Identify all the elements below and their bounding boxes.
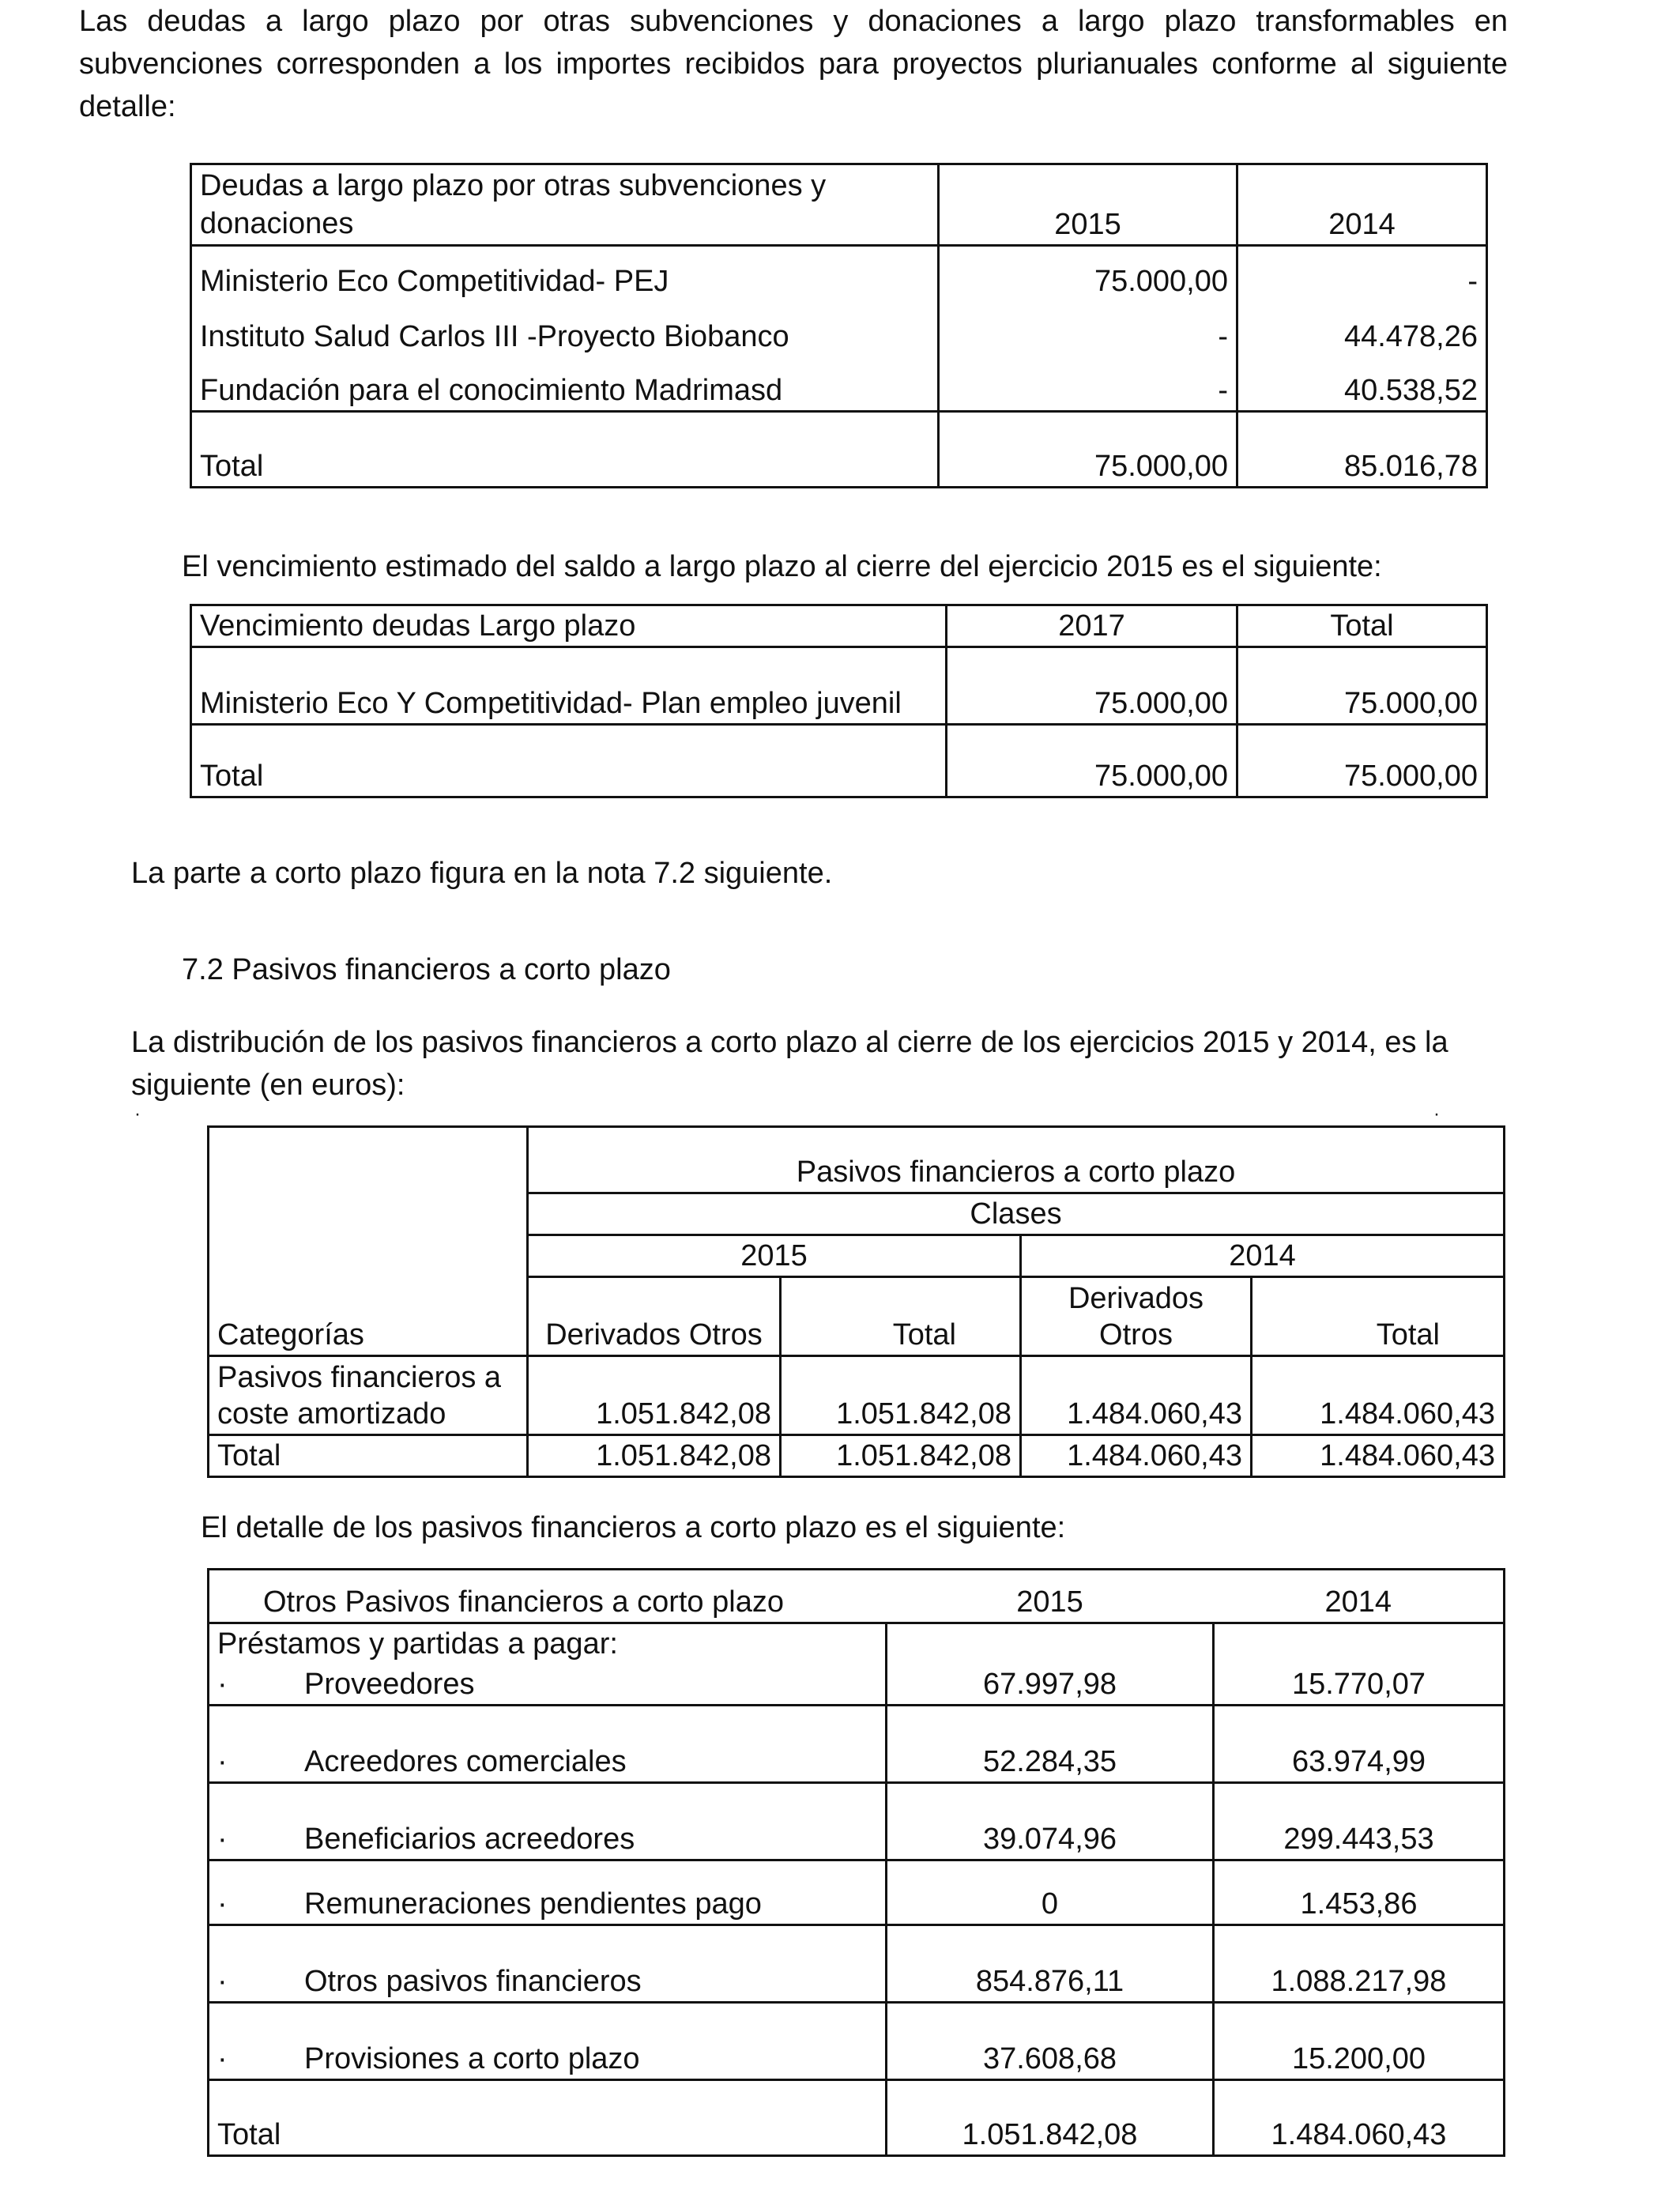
table2-total-row (191, 725, 1487, 797)
table1-row-label: Fundación para el conocimiento Madrimasd (191, 356, 939, 412)
table4-total-2014: 1.484.060,43 (1214, 2079, 1505, 2155)
bullet-mark: · (217, 1964, 228, 1998)
intro-paragraph: Las deudas a largo plazo por otras subvenciones y donaciones a largo plazo transformables en subvenciones corresponden a los importes recibidos para proyectos plurianuales conforme al siguiente detalle: (79, 5, 1508, 123)
table3-col-total-2015: Total (781, 1277, 1021, 1356)
table2-header-total: Total (1237, 605, 1487, 647)
table1-row-2014: 40.538,52 (1237, 356, 1487, 412)
table1-row-2015: 75.000,00 (939, 246, 1237, 301)
table3-year-2014: 2014 (1021, 1235, 1505, 1277)
table3-col-derivados-2014: Derivados Otros (1021, 1277, 1252, 1356)
table-row (209, 1356, 1505, 1435)
table-row (209, 1860, 1505, 1924)
table4-row-text: Beneficiarios acreedores (304, 1822, 635, 1856)
table3-corner (209, 1193, 528, 1235)
table1-total-label: Total (191, 412, 939, 488)
table3-clases: Clases (528, 1193, 1505, 1235)
table1-row-2015: - (939, 301, 1237, 356)
table4-row-2014: 15.200,00 (1214, 2002, 1505, 2079)
table3-cell: 1.051.842,08 (528, 1356, 781, 1435)
table4-row-2014: 1.453,86 (1214, 1860, 1505, 1924)
table2-row-label: Ministerio Eco Y Competitividad- Plan empleo juvenil (191, 647, 947, 725)
vencimiento-text: El vencimiento estimado del saldo a largo plazo al cierre del ejercicio 2015 es el siguiente: (182, 550, 1382, 583)
table3-cell: 1.484.060,43 (1252, 1435, 1505, 1477)
table4-row-label (209, 1664, 887, 1705)
table4-row-text: Acreedores comerciales (304, 1744, 627, 1778)
table4-row-2014: 63.974,99 (1214, 1705, 1505, 1782)
table3-row-label: Pasivos financieros a coste amortizado (209, 1356, 528, 1435)
table4-total-label: Total (209, 2079, 887, 2155)
table3-cell: 1.484.060,43 (1021, 1356, 1252, 1435)
table1-total-2014: 85.016,78 (1237, 412, 1487, 488)
table4-row-text: Remuneraciones pendientes pago (304, 1887, 762, 1921)
table-row (191, 246, 1487, 301)
table3-total-row (209, 1435, 1505, 1477)
table-row (209, 2002, 1505, 2079)
table-pasivos-corto-plazo (207, 1125, 1505, 1478)
table4-row-label (209, 2002, 887, 2079)
table4-row-text: Proveedores (304, 1667, 475, 1701)
table4-empty (887, 1623, 1214, 1664)
table4-header-2014: 2014 (1214, 1570, 1505, 1623)
table4-row-2015: 0 (887, 1860, 1214, 1924)
table-row (209, 1664, 1505, 1705)
bullet-mark: · (217, 1744, 228, 1778)
table4-row-text: Provisiones a corto plazo (304, 2041, 640, 2075)
table2-header-concept: Vencimiento deudas Largo plazo (191, 605, 947, 647)
table1-row-2014: 44.478,26 (1237, 301, 1487, 356)
table4-row-label (209, 1860, 887, 1924)
table4-row-2014: 299.443,53 (1214, 1782, 1505, 1860)
table4-row-label (209, 1705, 887, 1782)
table4-total-2015: 1.051.842,08 (887, 2079, 1214, 2155)
table3-col-total-2014: Total (1252, 1277, 1505, 1356)
table-otros-pasivos (207, 1568, 1505, 2157)
table1-row-label: Instituto Salud Carlos III -Proyecto Biobanco (191, 301, 939, 356)
table-vencimiento (190, 604, 1488, 798)
table-row (209, 1782, 1505, 1860)
stray-dot: · (134, 1103, 141, 1125)
table1-header-concept: Deudas a largo plazo por otras subvenciones y donaciones (191, 164, 939, 246)
table3-cell: 1.051.842,08 (781, 1356, 1021, 1435)
distribucion-text: La distribución de los pasivos financieros a corto plazo al cierre de los ejercicios 2015 y 2014, es la siguiente (en euros): (131, 1026, 1448, 1102)
table2-header-2017: 2017 (947, 605, 1237, 647)
table4-row-2015: 854.876,11 (887, 1924, 1214, 2002)
table2-total-label: Total (191, 725, 947, 797)
table-row (209, 1924, 1505, 2002)
table3-cell: 1.484.060,43 (1252, 1356, 1505, 1435)
table2-row-2017: 75.000,00 (947, 647, 1237, 725)
table3-categorias: Categorías (209, 1277, 528, 1356)
table3-cell: 1.051.842,08 (781, 1435, 1021, 1477)
table4-row-2015: 39.074,96 (887, 1782, 1214, 1860)
table3-year-2015: 2015 (528, 1235, 1021, 1277)
table3-cell: 1.484.060,43 (1021, 1435, 1252, 1477)
table4-group-label: Préstamos y partidas a pagar: (209, 1623, 887, 1664)
table-row (191, 356, 1487, 412)
table-deudas-largo-plazo (190, 163, 1488, 488)
table4-row-label (209, 1924, 887, 2002)
bullet-mark: · (217, 1822, 228, 1856)
table-row (191, 647, 1487, 725)
table1-total-2015: 75.000,00 (939, 412, 1237, 488)
bullet-mark: · (217, 2041, 228, 2075)
table1-total-row (191, 412, 1487, 488)
table4-row-2015: 67.997,98 (887, 1664, 1214, 1705)
table4-row-label (209, 1782, 887, 1860)
table-row (191, 301, 1487, 356)
bullet-mark: · (217, 1667, 228, 1701)
table1-row-2015: - (939, 356, 1237, 412)
table1-header-2014: 2014 (1237, 164, 1487, 246)
table2-total-total: 75.000,00 (1237, 725, 1487, 797)
bullet-mark: · (217, 1887, 228, 1921)
table4-row-2015: 52.284,35 (887, 1705, 1214, 1782)
table3-cell: 1.051.842,08 (528, 1435, 781, 1477)
table3-corner (209, 1235, 528, 1277)
section-heading: 7.2 Pasivos financieros a corto plazo (182, 953, 671, 986)
table4-header-2015: 2015 (887, 1570, 1214, 1623)
table3-corner (209, 1127, 528, 1193)
table2-row-total: 75.000,00 (1237, 647, 1487, 725)
table3-total-label: Total (209, 1435, 528, 1477)
table4-row-2014: 1.088.217,98 (1214, 1924, 1505, 2002)
table4-empty (1214, 1623, 1505, 1664)
table1-row-2014: - (1237, 246, 1487, 301)
table1-header-2015: 2015 (939, 164, 1237, 246)
table-row (209, 1705, 1505, 1782)
table4-row-2015: 37.608,68 (887, 2002, 1214, 2079)
table2-total-2017: 75.000,00 (947, 725, 1237, 797)
table4-row-2014: 15.770,07 (1214, 1664, 1505, 1705)
table1-row-label: Ministerio Eco Competitividad- PEJ (191, 246, 939, 301)
table4-header-concept: Otros Pasivos financieros a corto plazo (209, 1570, 887, 1623)
table4-row-text: Otros pasivos financieros (304, 1964, 642, 1998)
table3-col-derivados-2015: Derivados Otros (528, 1277, 781, 1356)
table3-title: Pasivos financieros a corto plazo (528, 1127, 1505, 1193)
detalle-text: El detalle de los pasivos financieros a corto plazo es el siguiente: (201, 1511, 1066, 1544)
table4-total-row (209, 2079, 1505, 2155)
corto-plazo-note: La parte a corto plazo figura en la nota 7.2 siguiente. (131, 857, 833, 890)
stray-dot: · (1433, 1103, 1440, 1125)
